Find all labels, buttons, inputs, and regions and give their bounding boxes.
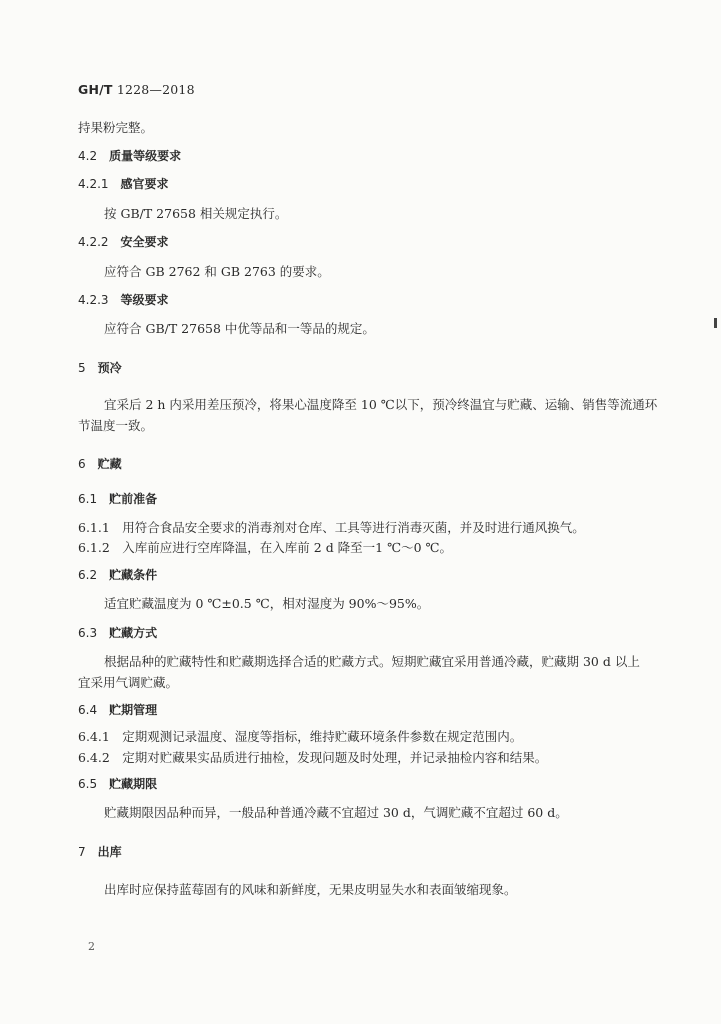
paragraph-6-2: 适宜贮藏温度为 0 ℃±0.5 ℃，相对湿度为 90%～95%。: [104, 596, 430, 611]
heading-title: 贮藏方式: [109, 626, 158, 640]
heading-title: 贮前准备: [109, 492, 158, 506]
clause-6-4-2: 6.4.2 定期对贮藏果实品质进行抽检，发现问题及时处理，并记录抽检内容和结果。: [78, 750, 548, 765]
heading-title: 贮藏期限: [109, 777, 158, 791]
heading-number: 4.2: [78, 149, 98, 163]
heading-number: 6.3: [78, 626, 98, 640]
heading-number: 6: [78, 457, 86, 471]
heading-6-3: [78, 624, 157, 641]
paragraph-6-5: 贮藏期限因品种而异，一般品种普通冷藏不宜超过 30 d，气调贮藏不宜超过 60 d。: [104, 805, 568, 820]
paragraph-4-2-1: 按 GB/T 27658 相关规定执行。: [104, 206, 288, 221]
heading-6-5: [78, 775, 157, 792]
clause-6-1-2: 6.1.2 入库前应进行空库降温，在入库前 2 d 降至一1 ℃～0 ℃。: [78, 540, 452, 555]
clause-6-1-1: 6.1.1 用符合食品安全要求的消毒剂对仓库、工具等进行消毒灭菌，并及时进行通风换气。: [78, 520, 585, 535]
continued-text: 持果粉完整。: [78, 120, 154, 135]
heading-title: 预冷: [97, 361, 122, 375]
standard-number: 1228—2018: [116, 82, 195, 97]
heading-4-2-3: [78, 291, 169, 308]
heading-6-2: [78, 566, 157, 583]
heading-4-2: [78, 147, 181, 164]
heading-number: 4.2.1: [78, 177, 109, 191]
paragraph-4-2-2: 应符合 GB 2762 和 GB 2763 的要求。: [104, 264, 330, 279]
heading-title: 出库: [97, 845, 122, 859]
paragraph-6-3-line-1: 根据品种的贮藏特性和贮藏期选择合适的贮藏方式。短期贮藏宜采用普通冷藏，贮藏期 30 d 以上: [104, 654, 640, 669]
standard-code: GH/T: [78, 82, 113, 97]
clause-6-4-1: 6.4.1 定期观测记录温度、湿度等指标，维持贮藏环境条件参数在规定范围内。: [78, 729, 523, 744]
heading-number: 6.1: [78, 492, 98, 506]
heading-number: 5: [78, 361, 86, 375]
heading-6-1: [78, 490, 157, 507]
heading-number: 6.5: [78, 777, 98, 791]
heading-title: 等级要求: [120, 293, 169, 307]
heading-title: 贮藏条件: [109, 568, 158, 582]
heading-title: 感官要求: [120, 177, 169, 191]
heading-title: 贮藏: [97, 457, 122, 471]
paragraph-6-3-line-2: 宜采用气调贮藏。: [78, 675, 179, 690]
heading-number: 7: [78, 845, 86, 859]
heading-4-2-2: [78, 233, 169, 250]
heading-7: [78, 843, 122, 860]
heading-number: 6.4: [78, 703, 98, 717]
heading-number: 4.2.2: [78, 235, 109, 249]
heading-5: [78, 359, 122, 376]
heading-title: 安全要求: [120, 235, 169, 249]
heading-title: 质量等级要求: [109, 149, 182, 163]
paragraph-7: 出库时应保持蓝莓固有的风味和新鲜度，无果皮明显失水和表面皱缩现象。: [104, 882, 517, 897]
heading-number: 4.2.3: [78, 293, 109, 307]
heading-4-2-1: [78, 175, 169, 192]
heading-6-4: [78, 701, 157, 718]
paragraph-5-line-2: 节温度一致。: [78, 418, 154, 433]
page-number: 2: [88, 940, 95, 953]
scan-edge-mark: [714, 318, 717, 328]
heading-6: [78, 455, 122, 472]
standard-header: [78, 82, 195, 97]
paragraph-5-line-1: 宜采后 2 h 内采用差压预冷，将果心温度降至 10 ℃以下，预冷终温宜与贮藏、运输、销售等流通环: [104, 397, 658, 412]
heading-number: 6.2: [78, 568, 98, 582]
paragraph-4-2-3: 应符合 GB/T 27658 中优等品和一等品的规定。: [104, 321, 375, 336]
heading-title: 贮期管理: [109, 703, 158, 717]
